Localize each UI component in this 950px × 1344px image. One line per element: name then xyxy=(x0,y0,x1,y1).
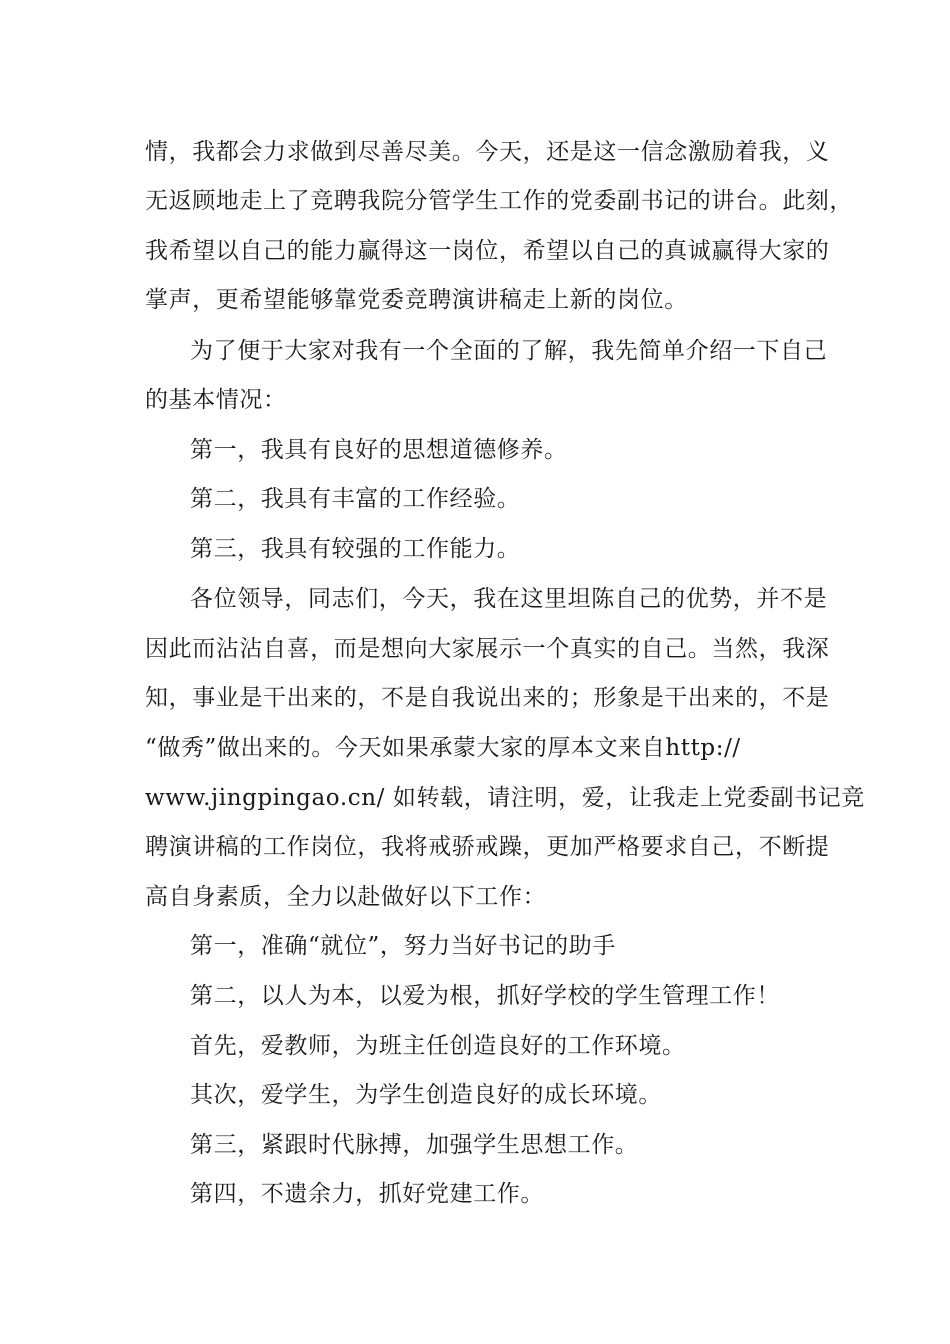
text-line: 掌声，更希望能够靠党委竞聘演讲稿走上新的岗位。 xyxy=(145,287,688,313)
text-line: 情，我都会力求做到尽善尽美。今天，还是这一信念激励着我，义 xyxy=(145,139,830,165)
text-line: 的基本情况： xyxy=(145,387,287,413)
text-line: 我希望以自己的能力赢得这一岗位，希望以自己的真诚赢得大家的 xyxy=(145,238,830,264)
list-item: 第三，紧跟时代脉搏，加强学生思想工作。 xyxy=(190,1132,639,1158)
text-line: www.jingpingao.cn/ 如转载，请注明，爱，让我走上党委副书记竞 xyxy=(145,785,865,811)
list-item: 第一，准确“就位”，努力当好书记的助手 xyxy=(190,933,616,959)
list-item: 第二，以人为本，以爱为根，抓好学校的学生管理工作！ xyxy=(190,983,780,1009)
paragraph-first-line: 为了便于大家对我有一个全面的了解，我先简单介绍一下自己 xyxy=(190,338,828,364)
text-line: 知，事业是干出来的，不是自我说出来的；形象是干出来的，不是 xyxy=(145,685,830,711)
text-line: 无返顾地走上了竞聘我院分管学生工作的党委副书记的讲台。此刻， xyxy=(145,188,853,214)
paragraph-first-line: 各位领导，同志们，今天，我在这里坦陈自己的优势，并不是 xyxy=(190,586,828,612)
list-item: 第三，我具有较强的工作能力。 xyxy=(190,536,521,562)
list-item: 第四，不遗余力，抓好党建工作。 xyxy=(190,1181,544,1207)
text-line: 聘演讲稿的工作岗位，我将戒骄戒躁，更加严格要求自己，不断提 xyxy=(145,834,830,860)
list-item: 第二，我具有丰富的工作经验。 xyxy=(190,486,521,512)
list-item: 其次，爱学生，为学生创造良好的成长环境。 xyxy=(190,1082,662,1108)
text-line: 因此而沾沾自喜，而是想向大家展示一个真实的自己。当然，我深 xyxy=(145,636,830,662)
text-line: “做秀”做出来的。今天如果承蒙大家的厚本文来自http:// xyxy=(145,735,741,761)
list-item: 首先，爱教师，为班主任创造良好的工作环境。 xyxy=(190,1033,686,1059)
list-item: 第一，我具有良好的思想道德修养。 xyxy=(190,437,568,463)
text-line: 高自身素质，全力以赴做好以下工作： xyxy=(145,884,547,910)
